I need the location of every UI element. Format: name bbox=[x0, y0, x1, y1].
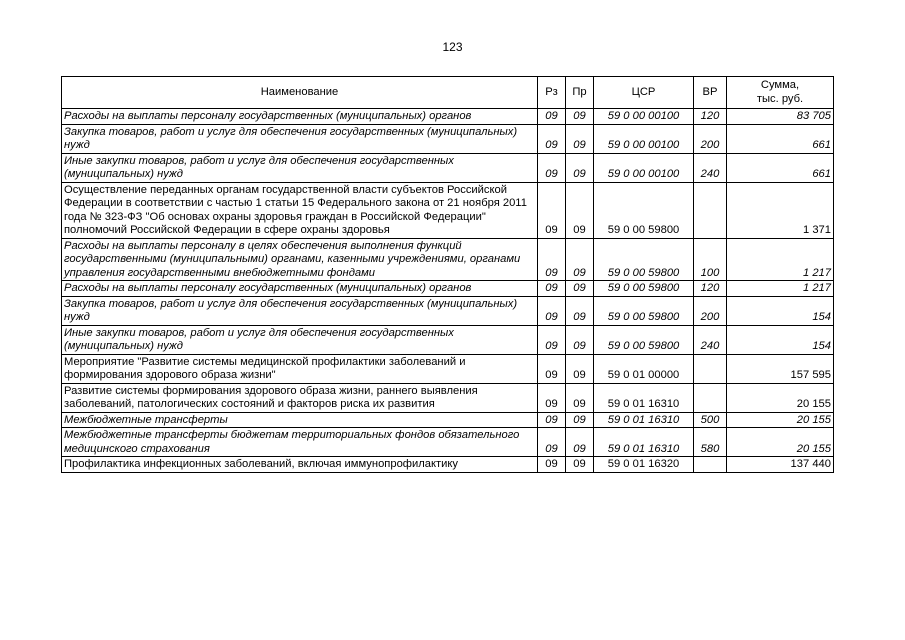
table-row bbox=[62, 109, 834, 125]
row-sum: 154 bbox=[727, 296, 834, 325]
table-row bbox=[62, 354, 834, 383]
row-sum: 20 155 bbox=[727, 428, 834, 457]
row-csr: 59 0 00 00100 bbox=[594, 124, 694, 153]
table-row bbox=[62, 383, 834, 412]
row-vr bbox=[694, 383, 727, 412]
row-csr: 59 0 00 00100 bbox=[594, 153, 694, 182]
row-rz: 09 bbox=[538, 153, 566, 182]
row-sum: 1 371 bbox=[727, 182, 834, 238]
row-vr: 100 bbox=[694, 238, 727, 281]
row-name: Расходы на выплаты персоналу государственных (муниципальных) органов bbox=[62, 281, 538, 297]
row-pr: 09 bbox=[566, 281, 594, 297]
row-sum: 137 440 bbox=[727, 457, 834, 473]
row-name: Межбюджетные трансферты bbox=[62, 412, 538, 428]
row-vr: 580 bbox=[694, 428, 727, 457]
row-csr: 59 0 00 59800 bbox=[594, 238, 694, 281]
row-name: Закупка товаров, работ и услуг для обеспечения государственных (муниципальных) нужд bbox=[62, 124, 538, 153]
row-rz: 09 bbox=[538, 354, 566, 383]
row-sum: 20 155 bbox=[727, 412, 834, 428]
row-rz: 09 bbox=[538, 182, 566, 238]
row-name: Расходы на выплаты персоналу государственных (муниципальных) органов bbox=[62, 109, 538, 125]
table-body bbox=[62, 109, 834, 473]
row-sum: 154 bbox=[727, 325, 834, 354]
row-pr: 09 bbox=[566, 457, 594, 473]
row-vr: 240 bbox=[694, 153, 727, 182]
row-pr: 09 bbox=[566, 354, 594, 383]
row-csr: 59 0 01 00000 bbox=[594, 354, 694, 383]
row-sum: 661 bbox=[727, 124, 834, 153]
row-name: Мероприятие "Развитие системы медицинской профилактики заболеваний и формирования здорового образа жизни" bbox=[62, 354, 538, 383]
row-csr: 59 0 00 00100 bbox=[594, 109, 694, 125]
row-pr: 09 bbox=[566, 124, 594, 153]
row-name: Развитие системы формирования здорового образа жизни, раннего выявления заболеваний, патологических состояний и факторов риска их развития bbox=[62, 383, 538, 412]
header-csr: ЦСР bbox=[594, 77, 694, 109]
row-vr: 200 bbox=[694, 124, 727, 153]
row-sum: 20 155 bbox=[727, 383, 834, 412]
row-csr: 59 0 01 16310 bbox=[594, 412, 694, 428]
header-sum-line2: тыс. руб. bbox=[756, 92, 804, 105]
row-csr: 59 0 00 59800 bbox=[594, 182, 694, 238]
row-pr: 09 bbox=[566, 182, 594, 238]
row-pr: 09 bbox=[566, 296, 594, 325]
table-row bbox=[62, 124, 834, 153]
row-pr: 09 bbox=[566, 383, 594, 412]
table-row bbox=[62, 296, 834, 325]
header-sum bbox=[727, 77, 834, 109]
row-pr: 09 bbox=[566, 428, 594, 457]
row-name: Осуществление переданных органам государственной власти субъектов Российской Федерации в соответствии с частью 1 статьи 15 Федерального закона от 21 ноября 2011 года № 323-ФЗ "Об основах охраны здоровья граждан в Российской Федерации" полномочий Российской Федерации в сфере охраны здоровья bbox=[62, 182, 538, 238]
page-number: 123 bbox=[442, 40, 463, 54]
row-rz: 09 bbox=[538, 412, 566, 428]
row-pr: 09 bbox=[566, 109, 594, 125]
row-name: Иные закупки товаров, работ и услуг для обеспечения государственных (муниципальных) нужд bbox=[62, 325, 538, 354]
table-row bbox=[62, 428, 834, 457]
row-rz: 09 bbox=[538, 325, 566, 354]
row-rz: 09 bbox=[538, 428, 566, 457]
row-rz: 09 bbox=[538, 124, 566, 153]
row-csr: 59 0 00 59800 bbox=[594, 296, 694, 325]
row-name: Иные закупки товаров, работ и услуг для обеспечения государственных (муниципальных) нужд bbox=[62, 153, 538, 182]
row-sum: 157 595 bbox=[727, 354, 834, 383]
row-name: Межбюджетные трансферты бюджетам территориальных фондов обязательного медицинского страхования bbox=[62, 428, 538, 457]
table-row bbox=[62, 238, 834, 281]
row-pr: 09 bbox=[566, 412, 594, 428]
budget-table bbox=[61, 76, 834, 473]
row-vr: 120 bbox=[694, 281, 727, 297]
row-vr bbox=[694, 182, 727, 238]
row-name: Расходы на выплаты персоналу в целях обеспечения выполнения функций государственными (муниципальными) органами, казенными учреждениями, органами управления государственными внебюджетными фондами bbox=[62, 238, 538, 281]
header-rz: Рз bbox=[538, 77, 566, 109]
table-row bbox=[62, 457, 834, 473]
row-name: Закупка товаров, работ и услуг для обеспечения государственных (муниципальных) нужд bbox=[62, 296, 538, 325]
table-row bbox=[62, 412, 834, 428]
row-vr bbox=[694, 354, 727, 383]
row-csr: 59 0 00 59800 bbox=[594, 325, 694, 354]
row-sum: 83 705 bbox=[727, 109, 834, 125]
table-row bbox=[62, 325, 834, 354]
row-pr: 09 bbox=[566, 325, 594, 354]
row-vr: 240 bbox=[694, 325, 727, 354]
table-row bbox=[62, 182, 834, 238]
row-sum: 1 217 bbox=[727, 238, 834, 281]
row-rz: 09 bbox=[538, 457, 566, 473]
row-csr: 59 0 01 16320 bbox=[594, 457, 694, 473]
header-vr: ВР bbox=[694, 77, 727, 109]
row-rz: 09 bbox=[538, 238, 566, 281]
row-vr: 120 bbox=[694, 109, 727, 125]
row-vr: 500 bbox=[694, 412, 727, 428]
row-sum: 661 bbox=[727, 153, 834, 182]
row-vr bbox=[694, 457, 727, 473]
table-row bbox=[62, 281, 834, 297]
row-rz: 09 bbox=[538, 109, 566, 125]
row-vr: 200 bbox=[694, 296, 727, 325]
header-pr: Пр bbox=[566, 77, 594, 109]
header-name: Наименование bbox=[62, 77, 538, 109]
row-csr: 59 0 00 59800 bbox=[594, 281, 694, 297]
row-pr: 09 bbox=[566, 238, 594, 281]
row-csr: 59 0 01 16310 bbox=[594, 428, 694, 457]
header-sum-line1: Сумма, bbox=[760, 79, 800, 91]
row-rz: 09 bbox=[538, 296, 566, 325]
row-csr: 59 0 01 16310 bbox=[594, 383, 694, 412]
row-sum: 1 217 bbox=[727, 281, 834, 297]
table-row bbox=[62, 153, 834, 182]
row-name: Профилактика инфекционных заболеваний, включая иммунопрофилактику bbox=[62, 457, 538, 473]
table-header bbox=[62, 77, 834, 109]
row-pr: 09 bbox=[566, 153, 594, 182]
row-rz: 09 bbox=[538, 383, 566, 412]
row-rz: 09 bbox=[538, 281, 566, 297]
